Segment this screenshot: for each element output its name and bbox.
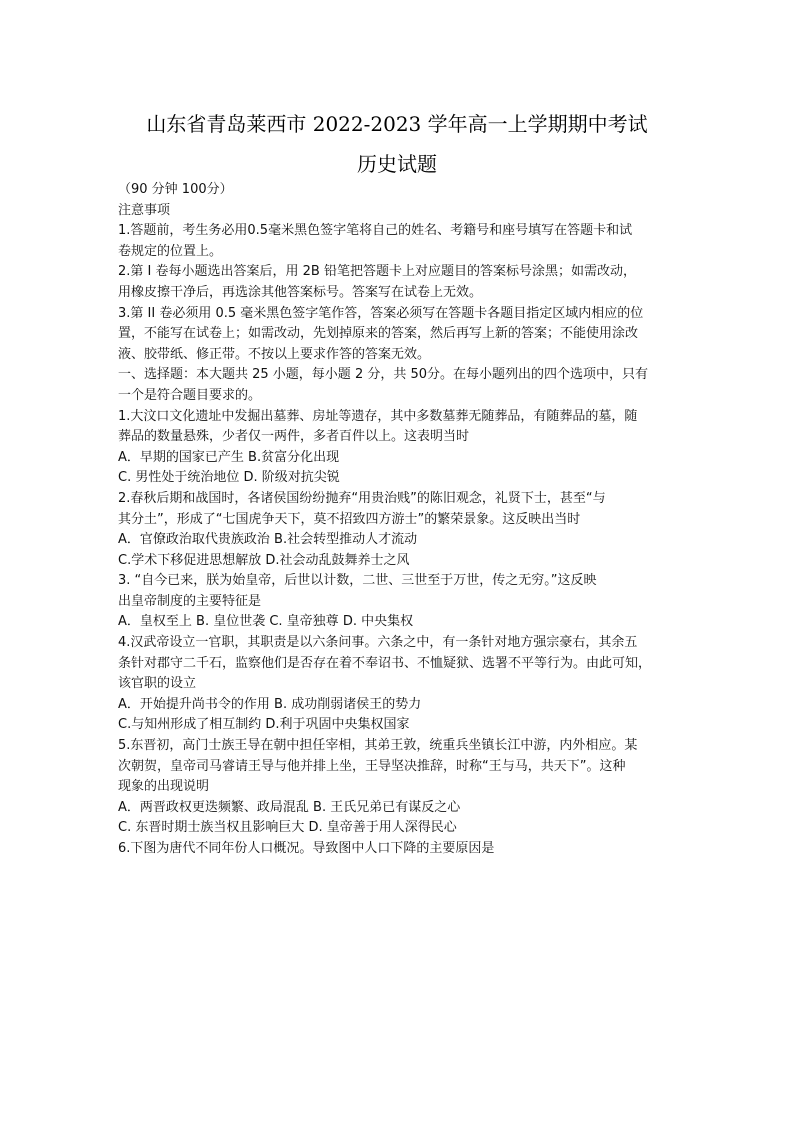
question-1-stem: 1.大汶口文化遗址中发掘出墓葬、房址等遗存，其中多数墓葬无随葬品，有随葬品的墓，随 <box>118 408 638 424</box>
section-heading: 一个是符合题目要求的。 <box>118 387 262 403</box>
exam-duration-score: （90 分钟 100分） <box>118 182 233 197</box>
question-4-options: A．开始提升尚书令的作用 B. 成功削弱诸侯王的势力 <box>118 696 422 712</box>
section-heading: 一、选择题：本大题共 25 小题，每小题 2 分，共 50分。在每小题列出的四个选项中，只有 <box>118 367 649 383</box>
question-4-stem: 条针对郡守二千石，监察他们是否存在着不奉诏书、不恤疑狱、选署不平等行为。由此可知， <box>118 655 652 671</box>
question-3-stem: 出皇帝制度的主要特征是 <box>118 593 262 609</box>
notice-line: 卷规定的位置上。 <box>118 243 223 259</box>
question-1-options: C. 男性处于统治地位 D. 阶级对抗尖锐 <box>118 470 340 486</box>
question-5-options: C. 东晋时期士族当权且影响巨大 D. 皇帝善于用人深得民心 <box>118 820 457 836</box>
question-1-options: A．早期的国家已产生 B.贫富分化出现 <box>118 449 340 465</box>
notice-line: 2.第 I 卷每小题选出答案后，用 2B 铅笔把答题卡上对应题目的答案标号涂黑；如需改动， <box>118 264 636 280</box>
question-4-stem: 4.汉武帝设立一官职，其职责是以六条问事。六条之中，有一条针对地方强宗豪右，其余五 <box>118 635 638 651</box>
question-5-stem: 现象的出现说明 <box>118 779 210 795</box>
notice-line: 用橡皮擦干净后，再选涂其他答案标号。答案写在试卷上无效。 <box>118 284 483 300</box>
question-5-stem: 5.东晋初，高门士族王导在朝中担任宰相，其弟王敦，统重兵坐镇长江中游，内外相应。某 <box>118 738 638 754</box>
question-2-stem: 2.春秋后期和战国时，各诸侯国纷纷抛弃“用贵治贱”的陈旧观念，礼贤下士，甚至“与 <box>118 490 606 506</box>
question-6-stem: 6.下图为唐代不同年份人口概况。导致图中人口下降的主要原因是 <box>118 841 495 856</box>
question-5-stem: 次朝贺，皇帝司马睿请王导与他并排上坐，王导坚决推辞，时称“王与马，共天下”。这种 <box>118 758 626 774</box>
question-5-options: A．两晋政权更迭频繁、政局混乱 B. 王氏兄弟已有谋反之心 <box>118 799 461 815</box>
exam-body <box>118 180 678 860</box>
question-2-options: A．官僚政治取代贵族政治 B.社会转型推动人才流动 <box>118 532 418 548</box>
question-3-options: A．皇权至上 B. 皇位世袭 C. 皇帝独尊 D. 中央集权 <box>118 614 414 630</box>
notice-heading: 注意事项 <box>118 202 171 218</box>
question-4-stem: 该官职的设立 <box>118 676 197 692</box>
exam-subject-title: 历史试题 <box>357 152 437 176</box>
question-2-stem: 其分土”，形成了“七国虎争天下，莫不招致四方游士”的繁荣景象。这反映出当时 <box>118 511 581 527</box>
question-4-options: C.与知州形成了相互制约 D.利于巩固中央集权国家 <box>118 717 410 733</box>
notice-line: 置，不能写在试卷上；如需改动，先划掉原来的答案，然后再写上新的答案；不能使用涂改 <box>118 326 639 342</box>
exam-title: 山东省青岛莱西市 2022-2023 学年高一上学期期中考试 <box>146 112 648 136</box>
question-2-options: C.学术下移促进思想解放 D.社会动乱鼓舞养士之风 <box>118 552 410 568</box>
question-3-stem: 3. “自今已来，朕为始皇帝，后世以计数，二世、三世至于万世，传之无穷。”这反映 <box>118 573 597 589</box>
notice-line: 3.第 II 卷必须用 0.5 毫米黑色签字笔作答，答案必须写在答题卡各题目指定区域内相应的位 <box>118 305 644 321</box>
notice-line: 1.答题前，考生务必用0.5毫米黑色签字笔将自己的姓名、考籍号和座号填写在答题卡和试 <box>118 223 633 239</box>
notice-line: 液、胶带纸、修正带。不按以上要求作答的答案无效。 <box>118 346 431 362</box>
question-1-stem: 葬品的数量悬殊，少者仅一两件，多者百件以上。这表明当时 <box>118 429 470 445</box>
